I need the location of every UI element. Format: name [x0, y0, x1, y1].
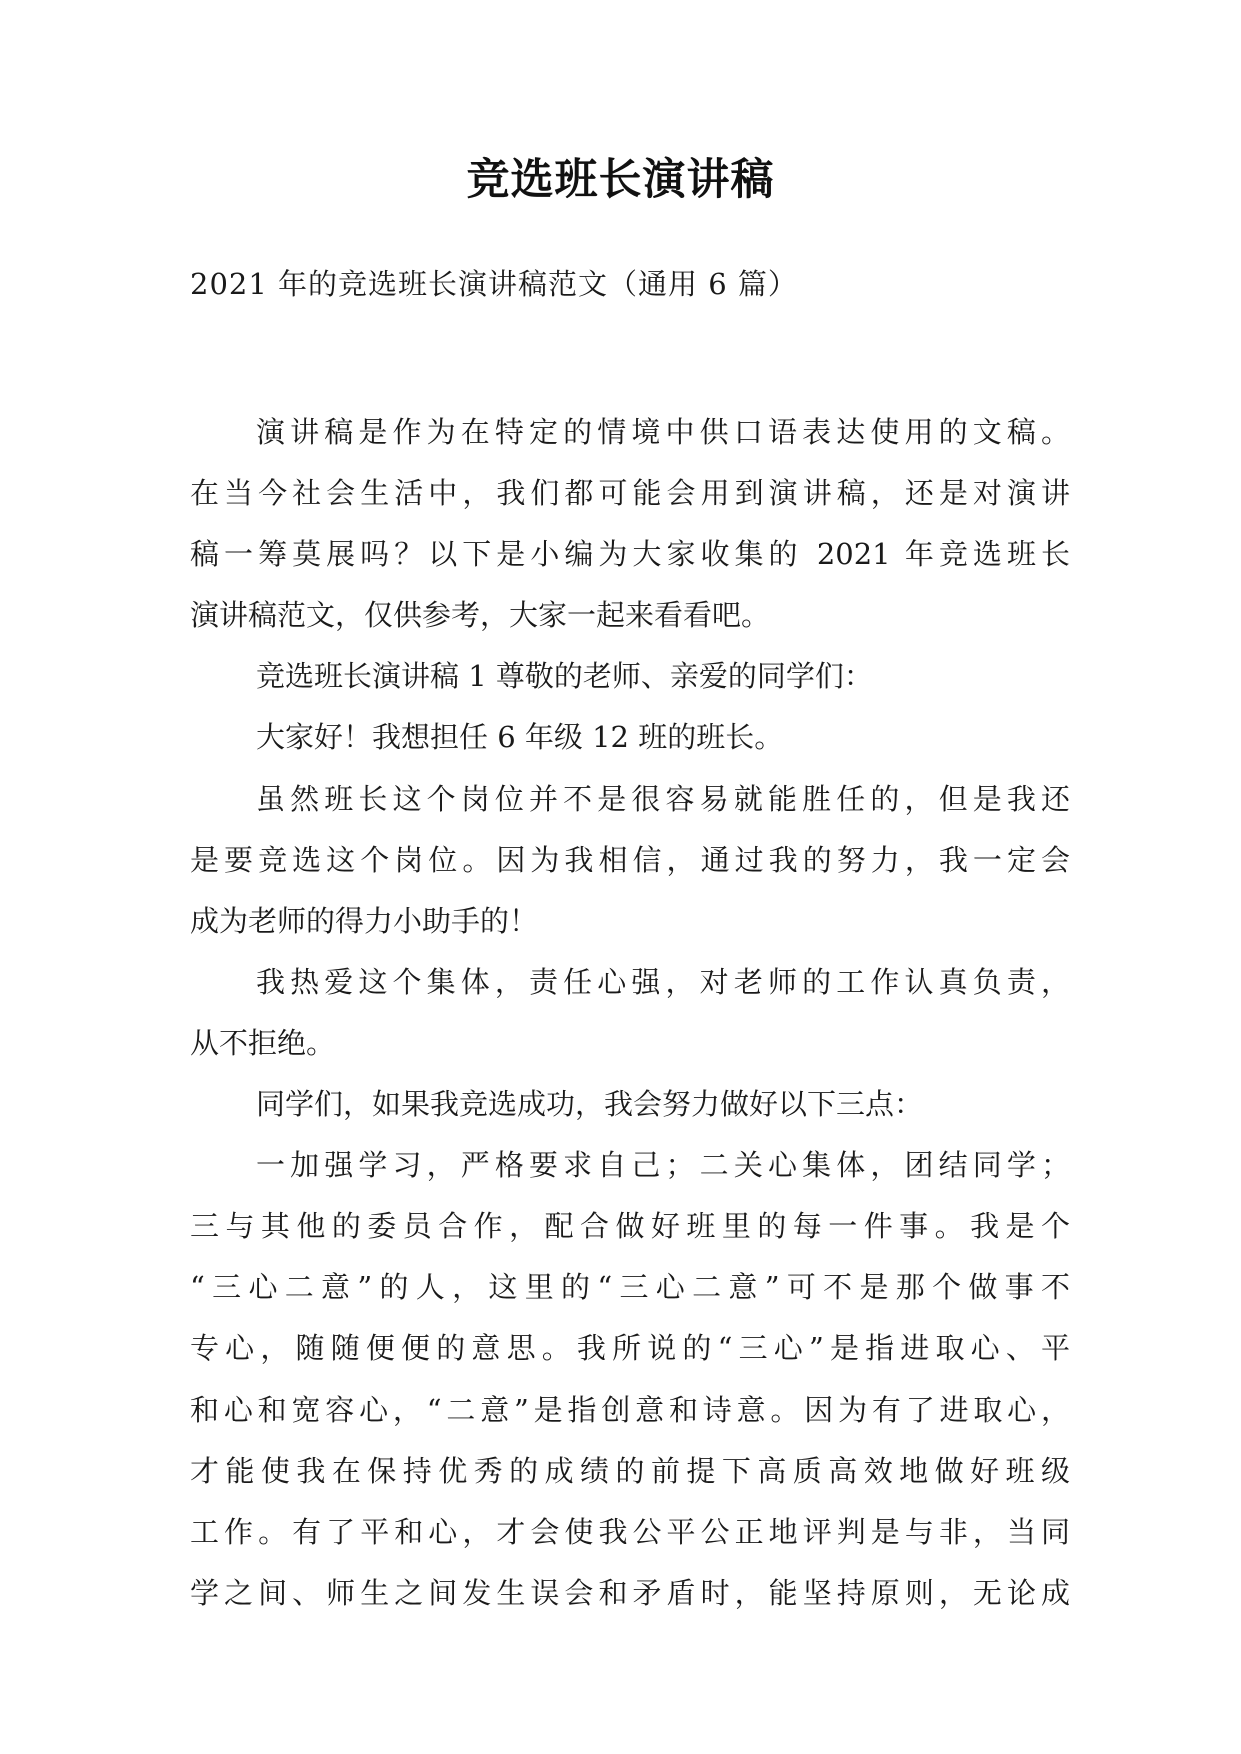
- text-line: 工作。有了平和心，才会使我公平公正地评判是与非，当同: [190, 1514, 1070, 1549]
- text-line: 演讲稿范文，仅供参考，大家一起来看看吧。: [190, 598, 771, 633]
- text-line: 专心，随随便便的意思。我所说的“三心”是指进取心、平: [190, 1331, 1070, 1366]
- document-title: 竞选班长演讲稿: [466, 155, 775, 205]
- text-line: 竞选班长演讲稿 1 尊敬的老师、亲爱的同学们：: [256, 659, 873, 694]
- text-line: 大家好！我想担任 6 年级 12 班的班长。: [256, 720, 784, 755]
- text-line: 同学们，如果我竞选成功，我会努力做好以下三点：: [256, 1087, 924, 1122]
- text-line: 和心和宽容心，“二意”是指创意和诗意。因为有了进取心，: [190, 1392, 1070, 1427]
- text-line: 才能使我在保持优秀的成绩的前提下高质高效地做好班级: [190, 1453, 1070, 1488]
- text-line: 三与其他的委员合作，配合做好班里的每一件事。我是个: [190, 1209, 1070, 1244]
- text-line: “三心二意”的人，这里的“三心二意”可不是那个做事不: [190, 1270, 1070, 1305]
- text-line: 稿一筹莫展吗？以下是小编为大家收集的 2021 年竞选班长: [190, 537, 1070, 572]
- document-subtitle: 2021 年的竞选班长演讲稿范文（通用 6 篇）: [190, 267, 798, 301]
- text-line: 我热爱这个集体，责任心强，对老师的工作认真负责，: [256, 964, 1070, 999]
- text-line: 成为老师的得力小助手的！: [190, 903, 539, 938]
- text-line: 学之间、师生之间发生误会和矛盾时，能坚持原则，无论成: [190, 1575, 1070, 1610]
- text-line: 是要竞选这个岗位。因为我相信，通过我的努力，我一定会: [190, 842, 1070, 877]
- document-body: [190, 402, 1070, 1624]
- text-line: 从不拒绝。: [190, 1025, 336, 1060]
- text-line: 一加强学习，严格要求自己；二关心集体，团结同学；: [256, 1148, 1070, 1183]
- text-line: 在当今社会生活中，我们都可能会用到演讲稿，还是对演讲: [190, 476, 1070, 511]
- text-line: 演讲稿是作为在特定的情境中供口语表达使用的文稿。: [256, 415, 1070, 449]
- text-line: 虽然班长这个岗位并不是很容易就能胜任的，但是我还: [256, 781, 1070, 816]
